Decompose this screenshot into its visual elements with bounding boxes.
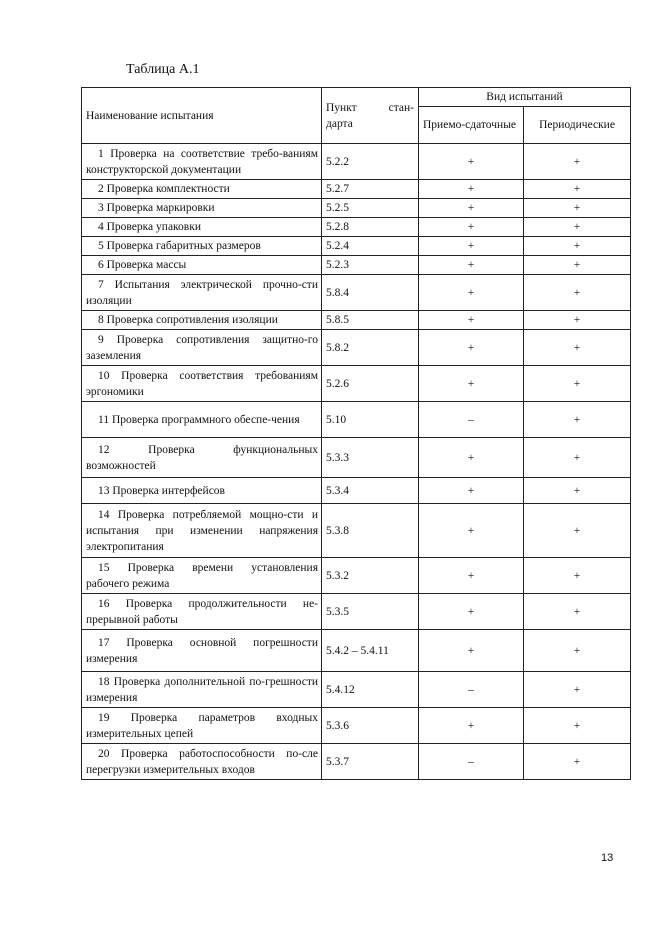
acceptance-mark-cell: +	[419, 478, 524, 504]
test-name-cell: 8 Проверка сопротивления изоляции	[82, 311, 322, 330]
header-punkt-line1	[326, 100, 414, 116]
test-name-cell: 19 Проверка параметров входных измерительных цепей	[82, 708, 322, 744]
standard-clause-cell: 5.2.5	[322, 199, 419, 218]
periodic-mark-cell: +	[524, 708, 631, 744]
header-punkt-line2: дарта	[326, 117, 353, 130]
periodic-mark-cell: +	[524, 504, 631, 558]
test-name-cell: 10 Проверка соответствия требованиям эргономики	[82, 366, 322, 402]
standard-clause-cell: 5.3.3	[322, 438, 419, 478]
table-row	[82, 744, 631, 780]
periodic-mark-cell: +	[524, 144, 631, 180]
periodic-mark-cell: +	[524, 594, 631, 630]
periodic-mark-cell: +	[524, 199, 631, 218]
table-row	[82, 237, 631, 256]
standard-clause-cell: 5.3.4	[322, 478, 419, 504]
standard-clause-cell: 5.8.5	[322, 311, 419, 330]
standard-clause-cell: 5.2.3	[322, 256, 419, 275]
acceptance-mark-cell: +	[419, 330, 524, 366]
acceptance-mark-cell: –	[419, 402, 524, 438]
standard-clause-cell: 5.2.7	[322, 180, 419, 199]
acceptance-mark-cell: +	[419, 438, 524, 478]
table-row	[82, 558, 631, 594]
table-row	[82, 275, 631, 311]
table-row	[82, 672, 631, 708]
periodic-mark-cell: +	[524, 630, 631, 672]
standard-clause-cell: 5.3.2	[322, 558, 419, 594]
test-name-cell: 1 Проверка на соответствие требо-ваниям конструкторской документации	[82, 144, 322, 180]
standard-clause-cell: 5.3.7	[322, 744, 419, 780]
table-row	[82, 630, 631, 672]
periodic-mark-cell: +	[524, 438, 631, 478]
table-row	[82, 218, 631, 237]
table-caption: Таблица А.1	[126, 62, 200, 77]
acceptance-mark-cell: +	[419, 630, 524, 672]
test-name-cell: 16 Проверка продолжительности не-прерывной работы	[82, 594, 322, 630]
test-name-cell: 9 Проверка сопротивления защитно-го заземления	[82, 330, 322, 366]
standard-clause-cell: 5.2.2	[322, 144, 419, 180]
table-row	[82, 402, 631, 438]
standard-clause-cell: 5.8.2	[322, 330, 419, 366]
standard-clause-cell: 5.4.12	[322, 672, 419, 708]
test-name-cell: 11 Проверка программного обеспе-чения	[82, 402, 322, 438]
table-row	[82, 256, 631, 275]
table-row	[82, 199, 631, 218]
standard-clause-cell: 5.2.4	[322, 237, 419, 256]
table-row	[82, 330, 631, 366]
tests-table	[81, 87, 631, 780]
acceptance-mark-cell: +	[419, 237, 524, 256]
test-name-cell: 5 Проверка габаритных размеров	[82, 237, 322, 256]
periodic-mark-cell: +	[524, 311, 631, 330]
periodic-mark-cell: +	[524, 672, 631, 708]
acceptance-mark-cell: +	[419, 180, 524, 199]
header-test-type-group: Вид испытаний	[419, 88, 631, 107]
test-name-cell: 20 Проверка работоспособности по-сле перегрузки измерительных входов	[82, 744, 322, 780]
table-row	[82, 708, 631, 744]
test-name-cell: 3 Проверка маркировки	[82, 199, 322, 218]
header-acceptance: Приемо-сдаточные	[419, 107, 524, 144]
periodic-mark-cell: +	[524, 330, 631, 366]
standard-clause-cell: 5.2.6	[322, 366, 419, 402]
standard-clause-cell: 5.4.2 – 5.4.11	[322, 630, 419, 672]
test-name-cell: 12 Проверка функциональных возможностей	[82, 438, 322, 478]
periodic-mark-cell: +	[524, 218, 631, 237]
acceptance-mark-cell: +	[419, 199, 524, 218]
test-name-cell: 2 Проверка комплектности	[82, 180, 322, 199]
table-row	[82, 366, 631, 402]
page-number: 13	[601, 852, 614, 864]
periodic-mark-cell: +	[524, 256, 631, 275]
header-row-1	[82, 88, 631, 107]
test-name-cell: 7 Испытания электрической прочно-сти изоляции	[82, 275, 322, 311]
periodic-mark-cell: +	[524, 558, 631, 594]
test-name-cell: 4 Проверка упаковки	[82, 218, 322, 237]
test-name-cell: 18 Проверка дополнительной по-грешности измерения	[82, 672, 322, 708]
periodic-mark-cell: +	[524, 275, 631, 311]
header-standard-clause	[322, 88, 419, 144]
test-name-cell: 17 Проверка основной погрешности измерения	[82, 630, 322, 672]
header-periodic: Периодические	[524, 107, 631, 144]
acceptance-mark-cell: +	[419, 256, 524, 275]
table-row	[82, 311, 631, 330]
acceptance-mark-cell: +	[419, 708, 524, 744]
page-cut-mask	[81, 781, 630, 787]
acceptance-mark-cell: +	[419, 275, 524, 311]
periodic-mark-cell: +	[524, 180, 631, 199]
periodic-mark-cell: +	[524, 366, 631, 402]
standard-clause-cell: 5.3.8	[322, 504, 419, 558]
acceptance-mark-cell: –	[419, 672, 524, 708]
standard-clause-cell: 5.3.6	[322, 708, 419, 744]
acceptance-mark-cell: –	[419, 744, 524, 780]
periodic-mark-cell: +	[524, 237, 631, 256]
standard-clause-cell: 5.2.8	[322, 218, 419, 237]
test-name-cell: 13 Проверка интерфейсов	[82, 478, 322, 504]
table-row	[82, 180, 631, 199]
periodic-mark-cell: +	[524, 478, 631, 504]
standard-clause-cell: 5.8.4	[322, 275, 419, 311]
test-name-cell: 6 Проверка массы	[82, 256, 322, 275]
acceptance-mark-cell: +	[419, 504, 524, 558]
header-test-name: Наименование испытания	[82, 88, 322, 144]
table-row	[82, 504, 631, 558]
header-punkt-word2: стан-	[388, 101, 414, 114]
standard-clause-cell: 5.3.5	[322, 594, 419, 630]
standard-clause-cell: 5.10	[322, 402, 419, 438]
table-row	[82, 594, 631, 630]
acceptance-mark-cell: +	[419, 558, 524, 594]
acceptance-mark-cell: +	[419, 594, 524, 630]
table-row	[82, 478, 631, 504]
table-body	[82, 144, 631, 780]
acceptance-mark-cell: +	[419, 144, 524, 180]
test-name-cell: 14 Проверка потребляемой мощно-сти и испытания при изменении напряжения электропитания	[82, 504, 322, 558]
acceptance-mark-cell: +	[419, 218, 524, 237]
table-row	[82, 144, 631, 180]
table-row	[82, 438, 631, 478]
periodic-mark-cell: +	[524, 402, 631, 438]
header-punkt-word1: Пункт	[326, 101, 357, 114]
acceptance-mark-cell: +	[419, 366, 524, 402]
test-name-cell: 15 Проверка времени установления рабочего режима	[82, 558, 322, 594]
periodic-mark-cell: +	[524, 744, 631, 780]
acceptance-mark-cell: +	[419, 311, 524, 330]
